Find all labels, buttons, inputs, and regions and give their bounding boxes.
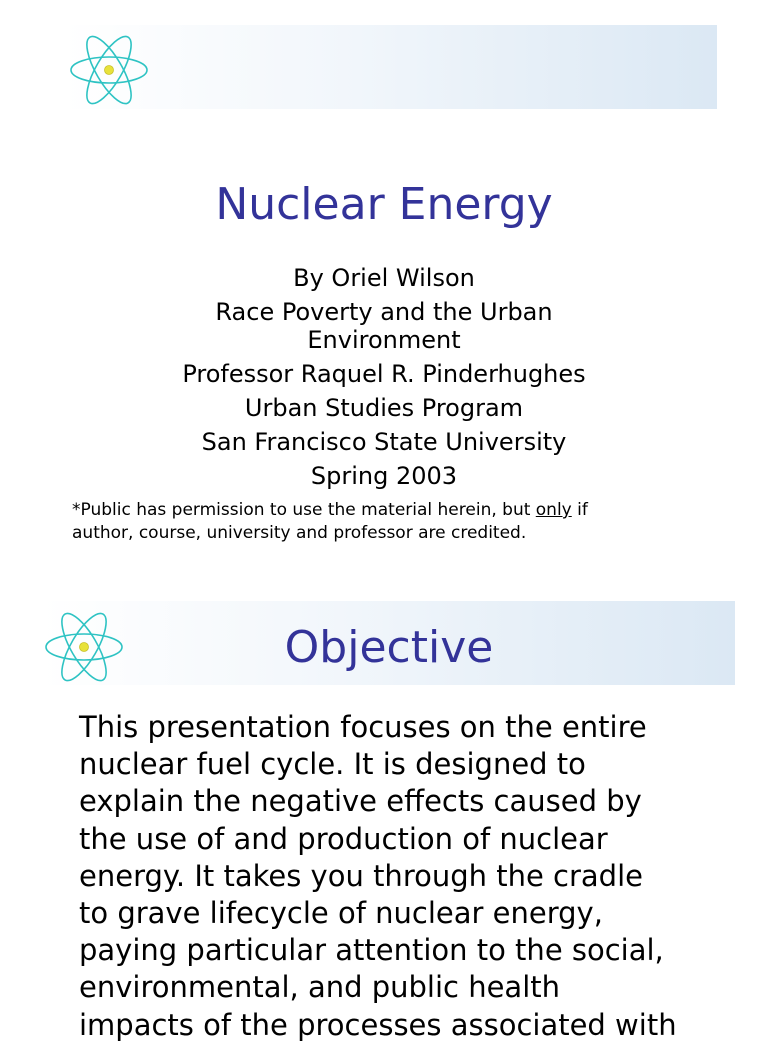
- body-line: This presentation focuses on the entire: [79, 710, 647, 744]
- objective-body: [79, 709, 747, 1044]
- body-line: to grave lifecycle of nuclear energy,: [79, 896, 603, 931]
- author-line: By Oriel Wilson: [293, 264, 475, 292]
- body-line: energy. It takes you through the cradle: [79, 858, 643, 893]
- body-line: nuclear fuel cycle. It is designed to: [79, 747, 586, 782]
- slide-objective: [0, 600, 768, 1042]
- course-line-2: Environment: [307, 326, 461, 354]
- page-title: Nuclear Energy: [215, 179, 553, 230]
- note-underlined-word: only: [535, 500, 572, 520]
- body-line: the use of and production of nuclear: [79, 821, 608, 856]
- body-line: explain the negative effects caused by: [79, 784, 642, 819]
- permission-note: [72, 499, 712, 545]
- body-line: environmental, and public health: [79, 970, 561, 1005]
- note-text-end: if: [571, 500, 588, 520]
- note-text-line2: author, course, university and professor are credited.: [72, 523, 527, 543]
- professor-line: Professor Raquel R. Pinderhughes: [182, 360, 586, 388]
- atom-icon: [68, 29, 150, 111]
- university-line: San Francisco State University: [201, 428, 567, 456]
- section-title: Objective: [284, 622, 494, 673]
- body-line: impacts of the processes associated with: [79, 1007, 677, 1042]
- term-line: Spring 2003: [310, 462, 458, 490]
- body-line: paying particular attention to the social,: [79, 933, 664, 968]
- program-line: Urban Studies Program: [244, 394, 524, 422]
- subtitle-block: [140, 264, 628, 496]
- course-line-1: Race Poverty and the Urban: [215, 298, 553, 326]
- course-line: [140, 298, 628, 354]
- note-text-start: *Public has permission to use the material herein, but: [72, 500, 536, 520]
- header-band: [64, 25, 717, 109]
